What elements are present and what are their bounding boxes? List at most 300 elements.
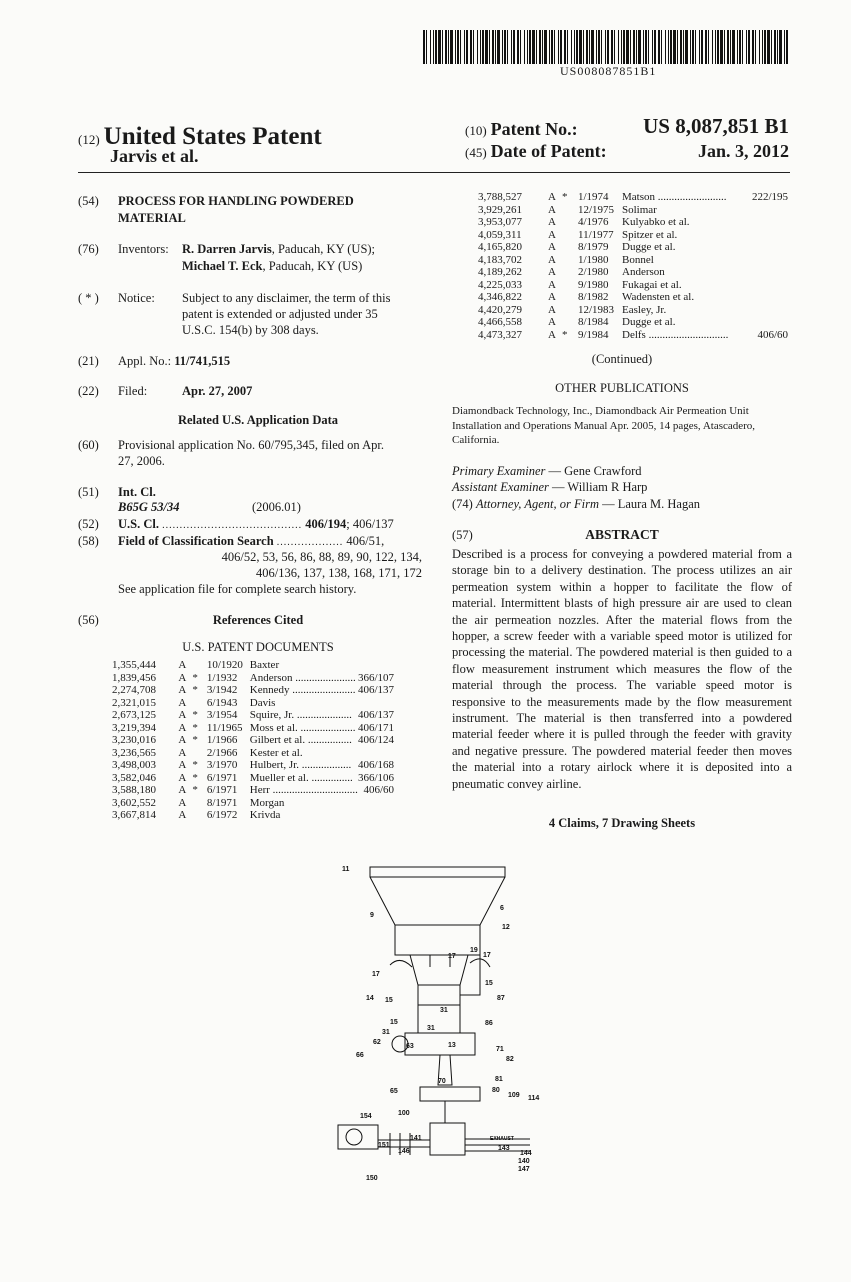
drawing-label-group — [342, 866, 539, 1182]
ref-class: 406/137 — [357, 709, 394, 721]
notice-line-2: patent is extended or adjusted under 35 — [182, 307, 378, 321]
air-nozzles — [390, 955, 490, 967]
ref-name: Dugge et al. — [622, 316, 676, 328]
reference-row — [478, 316, 788, 329]
ref-kind — [548, 291, 578, 304]
barcode-bar — [495, 30, 496, 64]
barcode-bar — [695, 30, 696, 64]
ref-number: 3,588,180 — [112, 784, 156, 796]
barcode-bar — [739, 30, 741, 64]
reference-row — [478, 329, 788, 342]
barcode-bar — [564, 30, 566, 64]
barcode-bar — [489, 30, 490, 64]
label-146: 146 — [398, 1148, 410, 1155]
ref-date: 8/1984 — [578, 316, 609, 328]
ref-name: Hulbert, Jr. .................. — [249, 759, 352, 771]
reference-row — [478, 254, 788, 267]
ref-class — [746, 254, 788, 267]
inventor-1-location: , Paducah, KY (US); — [271, 242, 376, 256]
label-100: 100 — [398, 1110, 410, 1117]
ref-date: 9/1980 — [578, 278, 609, 291]
ref-date: 10/1920 — [206, 659, 243, 671]
barcode-bar — [464, 30, 465, 64]
barcode-bar — [623, 30, 625, 64]
ref-class — [746, 204, 788, 217]
intcl-class: B65G 53/34 — [118, 500, 180, 514]
barcode-bar — [712, 30, 713, 64]
label-65: 65 — [390, 1088, 398, 1095]
barcode-bar — [529, 30, 531, 64]
reference-row — [112, 722, 394, 735]
label-150: 150 — [366, 1175, 378, 1182]
barcode-bar — [690, 30, 691, 64]
country-title: United States Patent — [103, 123, 322, 150]
barcode-bar — [633, 30, 635, 64]
prov-code: (60) — [78, 438, 99, 452]
ref-class — [746, 266, 788, 279]
reference-row — [478, 229, 788, 242]
hopper-cone — [370, 877, 505, 925]
ref-kind-code: A — [178, 734, 187, 746]
barcode-bar — [477, 30, 478, 64]
label-81: 81 — [495, 1076, 503, 1083]
label-31b: 31 — [382, 1029, 390, 1036]
ref-number: 1,839,456 — [112, 671, 156, 684]
barcode-bar — [665, 30, 666, 64]
ref-date: 12/1975 — [578, 203, 615, 216]
ref-name: Mueller et al. ............... — [249, 771, 353, 784]
barcode-bar — [730, 30, 731, 64]
barcode-bar — [636, 30, 637, 64]
label-6: 6 — [500, 905, 504, 912]
notice-line-1: Subject to any disclaimer, the term of this — [182, 291, 391, 305]
barcode-bar — [786, 30, 788, 64]
barcode-bar — [683, 30, 684, 64]
ref-kind-code: A — [178, 721, 187, 734]
ref-class — [358, 697, 394, 710]
label-86: 86 — [485, 1020, 493, 1027]
barcode-bar — [717, 30, 719, 64]
ref-number: 4,165,820 — [478, 241, 522, 253]
refs-right-body — [478, 191, 788, 341]
ref-class — [358, 809, 394, 822]
barcode-bar — [542, 30, 543, 64]
ref-name: Solimar — [622, 203, 657, 216]
barcode-bar — [539, 30, 541, 64]
ref-date: 1/1966 — [206, 734, 238, 746]
ref-date: 3/1954 — [206, 709, 238, 721]
field-dots: ................... — [276, 537, 344, 548]
continued: (Continued) — [591, 352, 653, 366]
barcode-bar — [645, 30, 647, 64]
barcode-bar — [680, 30, 682, 64]
abstract-heading: ABSTRACT — [585, 527, 659, 542]
label-13: 13 — [448, 1042, 456, 1049]
ref-kind — [178, 809, 207, 822]
barcode-bar — [536, 30, 537, 64]
date-row — [465, 141, 607, 162]
reference-row — [478, 304, 788, 317]
field-code: (58) — [78, 534, 99, 548]
barcode-bar — [762, 30, 763, 64]
barcode-bar — [774, 30, 776, 64]
barcode-bar — [589, 30, 590, 64]
appl-label: Appl. No.: — [118, 354, 172, 368]
ref-star: * — [192, 784, 198, 796]
ref-number: 4,225,033 — [478, 278, 522, 291]
reference-row — [478, 266, 788, 279]
barcode-bar — [433, 30, 434, 64]
ref-star: * — [561, 328, 568, 341]
barcode-bar — [771, 30, 772, 64]
inventor-1 — [182, 241, 375, 258]
barcode-bar — [520, 30, 521, 64]
ref-class — [746, 279, 788, 292]
patent-no-value: US 8,087,851 B1 — [643, 114, 789, 138]
barcode-bar — [742, 30, 743, 64]
ref-date: 1/1980 — [578, 253, 609, 266]
field-line-2: 406/52, 53, 56, 86, 88, 89, 90, 122, 134, — [221, 550, 422, 564]
ref-name: Gilbert et al. ................ — [249, 734, 352, 746]
ref-kind — [178, 734, 207, 747]
ref-class — [746, 216, 788, 229]
patent-no-code: (10) — [465, 123, 487, 138]
barcode — [423, 30, 788, 64]
claims-summary: 4 Claims, 7 Drawing Sheets — [548, 816, 696, 830]
barcode-bar — [457, 30, 459, 64]
ref-kind — [548, 304, 578, 317]
label-70: 70 — [438, 1078, 446, 1085]
ref-kind — [178, 747, 207, 760]
ref-star: * — [561, 191, 568, 203]
uscl-label: U.S. Cl. — [118, 517, 159, 531]
assistant-label: Assistant Examiner — [452, 480, 549, 494]
barcode-bar — [576, 30, 578, 64]
barcode-bar — [450, 30, 453, 64]
intcl-year: (2006.01) — [252, 500, 301, 514]
reference-row — [112, 672, 394, 685]
ref-kind-code: A — [548, 216, 556, 228]
barcode-bar — [554, 30, 555, 64]
reference-row — [478, 241, 788, 254]
ref-kind — [178, 784, 207, 797]
barcode-bar — [574, 30, 575, 64]
barcode-bar — [497, 30, 500, 64]
barcode-bar — [445, 30, 447, 64]
reference-row — [478, 279, 788, 292]
barcode-number: US008087851B1 — [560, 64, 657, 78]
ref-kind — [178, 759, 207, 772]
barcode-bar — [571, 30, 572, 64]
ref-kind-code: A — [178, 771, 187, 784]
label-15c: 15 — [390, 1019, 398, 1026]
barcode-bar — [784, 30, 785, 64]
other-pub-line-3: California. — [452, 434, 500, 446]
barcode-bar — [567, 30, 568, 64]
inventor-2-name: Michael T. Eck — [182, 259, 263, 273]
ref-kind — [178, 772, 207, 785]
barcode-bar — [746, 30, 747, 64]
ref-class: 406/171 — [357, 721, 394, 734]
barcode-bar — [737, 30, 738, 64]
ref-date: 6/1972 — [206, 809, 238, 821]
barcode-bar — [513, 30, 515, 64]
inventors-label: Inventors: — [118, 242, 169, 256]
label-147: 147 — [518, 1166, 530, 1173]
label-80: 80 — [492, 1087, 500, 1094]
ref-name: Easley, Jr. — [622, 303, 667, 316]
blower-wheel — [346, 1129, 362, 1145]
barcode-bar — [502, 30, 503, 64]
notice-code: ( * ) — [78, 291, 99, 305]
ref-class — [358, 747, 394, 760]
ref-number: 3,236,565 — [112, 746, 156, 759]
ref-name: Bonnel — [622, 253, 654, 266]
ref-kind — [178, 684, 207, 697]
barcode-bar — [517, 30, 519, 64]
barcode-bar — [448, 30, 449, 64]
barcode-bar — [692, 30, 694, 64]
filed-label: Filed: — [118, 384, 148, 398]
ref-kind-code: A — [548, 241, 556, 253]
barcode-bar — [626, 30, 629, 64]
ref-kind-code: A — [178, 671, 187, 684]
ref-number: 3,788,527 — [478, 191, 522, 203]
label-154: 154 — [360, 1113, 372, 1120]
other-pub — [452, 404, 755, 448]
barcode-bar — [586, 30, 588, 64]
label-exhaust: EXHAUST — [490, 1136, 514, 1142]
notice-label: Notice: — [118, 291, 155, 305]
uscl-row — [118, 516, 394, 534]
barcode-bar — [544, 30, 547, 64]
barcode-bar — [511, 30, 512, 64]
ref-name: Kester et al. — [249, 746, 303, 759]
ref-class: 406/124 — [357, 734, 394, 746]
barcode-bar — [455, 30, 456, 64]
filed-code: (22) — [78, 384, 99, 398]
barcode-bar — [621, 30, 622, 64]
barcode-bar — [430, 30, 431, 64]
ref-number: 3,602,552 — [112, 796, 156, 809]
ref-name: Krivda — [249, 809, 281, 821]
ref-kind-code: A — [178, 796, 187, 809]
ref-class: 406/60 — [363, 784, 394, 796]
ref-kind-code: A — [178, 759, 187, 771]
ref-number: 4,420,279 — [478, 303, 522, 316]
ref-kind-code: A — [548, 266, 556, 278]
ref-kind-code: A — [548, 291, 556, 303]
ref-kind-code: A — [548, 328, 556, 341]
ref-kind — [548, 254, 578, 267]
barcode-bar — [466, 30, 468, 64]
inventor-2 — [182, 258, 362, 275]
refs-heading: References Cited — [212, 613, 304, 627]
ref-class: 406/137 — [357, 684, 394, 696]
ref-kind — [548, 216, 578, 229]
barcode-bar — [652, 30, 653, 64]
label-14: 14 — [366, 995, 374, 1002]
barcode-bar — [777, 30, 778, 64]
reference-row — [112, 784, 394, 797]
ref-kind — [548, 266, 578, 279]
barcode-bar — [648, 30, 649, 64]
barcode-bar — [759, 30, 760, 64]
ref-class — [358, 797, 394, 810]
ref-date: 1/1974 — [578, 191, 609, 203]
label-144: 144 — [520, 1150, 532, 1157]
barcode-bar — [423, 30, 425, 64]
label-12: 12 — [502, 924, 510, 931]
reference-row — [478, 204, 788, 217]
intcl-label: Int. Cl. — [118, 485, 156, 499]
filed-value: Apr. 27, 2007 — [182, 384, 253, 398]
intcl-code: (51) — [78, 485, 99, 499]
appl-row — [118, 353, 230, 370]
label-15b: 15 — [385, 997, 393, 1004]
barcode-bar — [470, 30, 472, 64]
notice-line-3: U.S.C. 154(b) by 308 days. — [182, 323, 319, 337]
barcode-bar — [607, 30, 609, 64]
ref-kind-code: A — [178, 659, 187, 671]
ref-name: Anderson ...................... — [249, 671, 356, 684]
reference-row — [112, 734, 394, 747]
ref-name: Fukagai et al. — [622, 278, 682, 291]
uscl-dots: ........................................ — [162, 520, 303, 531]
ref-class: 222/195 — [751, 191, 788, 203]
title-line-2: MATERIAL — [118, 211, 186, 225]
ref-name: Morgan — [249, 796, 285, 809]
date-value: Jan. 3, 2012 — [697, 141, 789, 161]
barcode-bar — [701, 30, 703, 64]
ref-number: 3,667,814 — [112, 809, 156, 821]
flow-meter — [420, 1087, 480, 1101]
refs-left-body — [112, 659, 394, 822]
ref-name: Matson ......................... — [622, 191, 727, 203]
barcode-bar — [591, 30, 594, 64]
ref-number: 3,219,394 — [112, 721, 156, 734]
appl-value: 11/741,515 — [174, 354, 231, 368]
label-11: 11 — [342, 866, 350, 873]
barcode-bar — [524, 30, 525, 64]
ref-number: 1,355,444 — [112, 659, 156, 671]
ref-date: 9/1984 — [578, 328, 609, 341]
label-15a: 15 — [485, 980, 493, 987]
field-label: Field of Classification Search — [118, 534, 274, 548]
barcode-bar — [654, 30, 656, 64]
uscl-code: (52) — [78, 517, 99, 531]
reference-row — [112, 747, 394, 760]
label-31a: 31 — [440, 1007, 448, 1014]
other-pub-line-1: Diamondback Technology, Inc., Diamondback Air Permeation Unit — [452, 405, 749, 417]
ref-kind — [548, 316, 578, 329]
barcode-bar — [732, 30, 735, 64]
ref-number: 4,189,262 — [478, 266, 522, 278]
inventors-code: (76) — [78, 242, 99, 256]
ref-date: 6/1971 — [206, 784, 238, 796]
barcode-bar — [699, 30, 700, 64]
ref-class: 406/168 — [357, 759, 394, 771]
barcode-bar — [720, 30, 723, 64]
barcode-bar — [492, 30, 494, 64]
title-line-1: PROCESS FOR HANDLING POWDERED — [118, 194, 354, 208]
reference-row — [478, 216, 788, 229]
ref-kind — [178, 722, 207, 735]
reference-row — [112, 759, 394, 772]
barcode-bar — [532, 30, 535, 64]
ref-date: 4/1976 — [578, 216, 609, 228]
barcode-bar — [504, 30, 506, 64]
ref-star: * — [192, 734, 198, 746]
ref-kind-code: A — [548, 203, 556, 216]
barcode-bar — [705, 30, 707, 64]
barcode-bar — [685, 30, 688, 64]
ref-kind-code: A — [548, 316, 556, 328]
barcode-bar — [643, 30, 644, 64]
barcode-bar — [661, 30, 662, 64]
label-66: 66 — [356, 1052, 364, 1059]
ref-number: 4,346,822 — [478, 291, 522, 303]
ref-class — [746, 241, 788, 254]
label-114: 114 — [528, 1095, 540, 1102]
barcode-bar — [549, 30, 550, 64]
barcode-bar — [779, 30, 782, 64]
refs-table-right — [478, 191, 788, 341]
date-code: (45) — [465, 145, 487, 160]
appl-code: (21) — [78, 354, 99, 368]
ref-name: Davis — [249, 696, 276, 709]
ref-kind — [548, 241, 578, 254]
label-62: 62 — [373, 1039, 381, 1046]
field-line-3: 406/136, 137, 138, 168, 171, 172 — [256, 566, 422, 580]
prov-line-1: Provisional application No. 60/795,345, filed on Apr. — [118, 438, 384, 452]
barcode-bar — [583, 30, 584, 64]
inventor-1-name: R. Darren Jarvis — [182, 242, 272, 256]
blower — [338, 1125, 378, 1149]
ref-number: 2,274,708 — [112, 684, 156, 696]
ref-kind — [548, 204, 578, 217]
ref-kind-code: A — [548, 303, 556, 316]
ref-star: * — [192, 771, 198, 784]
ref-name: Squire, Jr. .................... — [249, 709, 352, 721]
hopper-rim — [370, 867, 505, 877]
ref-date: 6/1943 — [206, 696, 238, 709]
ref-kind-code: A — [178, 784, 187, 796]
primary-examiner — [452, 463, 642, 480]
ref-number: 2,321,015 — [112, 696, 156, 709]
label-19: 19 — [470, 947, 478, 954]
barcode-bar — [507, 30, 508, 64]
barcode-bar — [614, 30, 615, 64]
label-143: 143 — [498, 1145, 510, 1152]
date-label: Date of Patent: — [490, 141, 607, 161]
ref-kind — [178, 709, 207, 722]
barcode-bar — [630, 30, 631, 64]
ref-kind — [178, 797, 207, 810]
ref-date: 2/1980 — [578, 266, 609, 278]
barcode-bar — [438, 30, 441, 64]
label-140: 140 — [518, 1158, 530, 1165]
barcode-bar — [727, 30, 729, 64]
ref-kind — [548, 229, 578, 242]
ref-kind — [548, 191, 578, 204]
barcode-bar — [460, 30, 461, 64]
label-31c: 31 — [427, 1025, 435, 1032]
reference-row — [112, 772, 394, 785]
barcode-bar — [670, 30, 672, 64]
reference-row — [478, 191, 788, 204]
ref-name: Kennedy ....................... — [249, 684, 356, 696]
